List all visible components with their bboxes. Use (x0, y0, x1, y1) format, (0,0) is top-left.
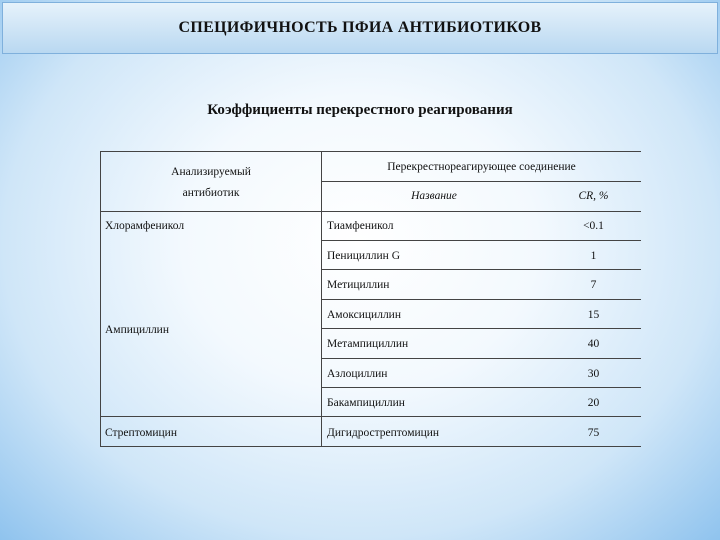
cr-value-cell: 40 (587, 338, 600, 350)
compound-name-cell: Тиамфеникол (327, 220, 394, 232)
compound-name-cell: Метициллин (327, 279, 390, 291)
antibiotic-cell: Ампициллин (105, 324, 169, 336)
cr-value-cell: 7 (590, 279, 597, 291)
cr-value-cell: 1 (590, 250, 597, 262)
cr-value-cell: 30 (587, 368, 600, 380)
row-divider (321, 358, 641, 359)
cr-value-cell: 20 (587, 397, 600, 409)
row-divider (321, 328, 641, 329)
row-divider (321, 269, 641, 270)
compound-name-cell: Амоксициллин (327, 309, 401, 321)
slide-title: СПЕЦИФИЧНОСТЬ ПФИА АНТИБИОТИКОВ (178, 19, 542, 36)
row-divider (321, 240, 641, 241)
header-divider-bottom (101, 211, 641, 212)
table-caption: Коэффициенты перекрестного реагирования (207, 102, 513, 118)
header-name: Название (411, 190, 457, 202)
antibiotic-cell: Хлорамфеникол (105, 220, 185, 232)
cross-reactivity-table (100, 151, 641, 447)
header-antibiotic-line1: Анализируемый (171, 166, 251, 178)
compound-name-cell: Азлоциллин (327, 368, 388, 380)
title-banner (2, 2, 718, 54)
header-cross-reactive-compound: Перекрестнореагирующее соединение (387, 161, 576, 173)
cr-value-cell: 75 (587, 427, 600, 439)
compound-name-cell: Бакампициллин (327, 397, 405, 409)
header-antibiotic-line2: антибиотик (182, 187, 240, 199)
header-divider-right (322, 181, 641, 182)
cr-value-cell: <0.1 (583, 220, 604, 232)
row-divider (321, 387, 641, 388)
compound-name-cell: Пенициллин G (327, 250, 400, 262)
compound-name-cell: Метампициллин (327, 338, 409, 350)
compound-name-cell: Дигидрострептомицин (327, 427, 440, 439)
header-cr: CR, % (578, 190, 609, 202)
antibiotic-cell: Стрептомицин (105, 427, 177, 439)
cr-value-cell: 15 (587, 309, 600, 321)
group-divider (101, 416, 641, 417)
row-divider (321, 299, 641, 300)
